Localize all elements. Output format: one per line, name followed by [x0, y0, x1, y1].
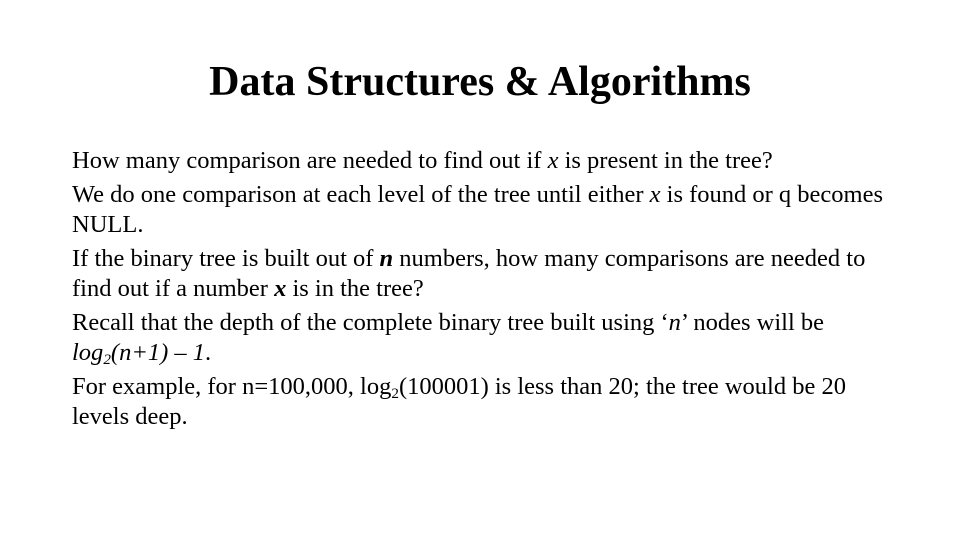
formula-subscript: 2: [391, 384, 399, 402]
slide-title: Data Structures & Algorithms: [209, 59, 751, 105]
text: .: [205, 339, 212, 366]
text: How many comparison are needed to find out if: [72, 147, 548, 174]
text: ’ nodes will be: [680, 309, 825, 336]
paragraph-binary-tree-question: [72, 244, 892, 304]
formula-expression: (n+1) – 1: [110, 339, 206, 366]
paragraph-comparisons-question: [72, 146, 892, 176]
variable-x: x: [649, 181, 661, 208]
variable-n: n: [668, 309, 681, 336]
slide-body: [72, 146, 892, 436]
text: For example, for n=100,000, log: [72, 373, 392, 400]
text: If the binary tree is built out of: [72, 245, 380, 272]
paragraph-comparison-per-level: [72, 180, 892, 240]
formula-subscript: 2: [103, 350, 111, 368]
text: is present in the tree?: [558, 147, 773, 174]
paragraph-example: [72, 372, 892, 432]
variable-x: x: [274, 275, 287, 302]
variable-x: x: [547, 147, 559, 174]
text: (100001) is less than 20; the tree would be 20 levels deep.: [72, 373, 846, 430]
text: Recall that the depth of the complete binary tree built using ‘: [72, 309, 669, 336]
text: numbers, how many comparisons are needed to find out if a number: [72, 245, 866, 302]
text: is found or q becomes NULL.: [72, 181, 884, 238]
variable-n: n: [379, 245, 394, 272]
text: We do one comparison at each level of the tree until either: [72, 181, 650, 208]
formula-log: log: [72, 339, 104, 366]
text: is in the tree?: [286, 275, 424, 302]
paragraph-tree-depth: [72, 308, 892, 368]
